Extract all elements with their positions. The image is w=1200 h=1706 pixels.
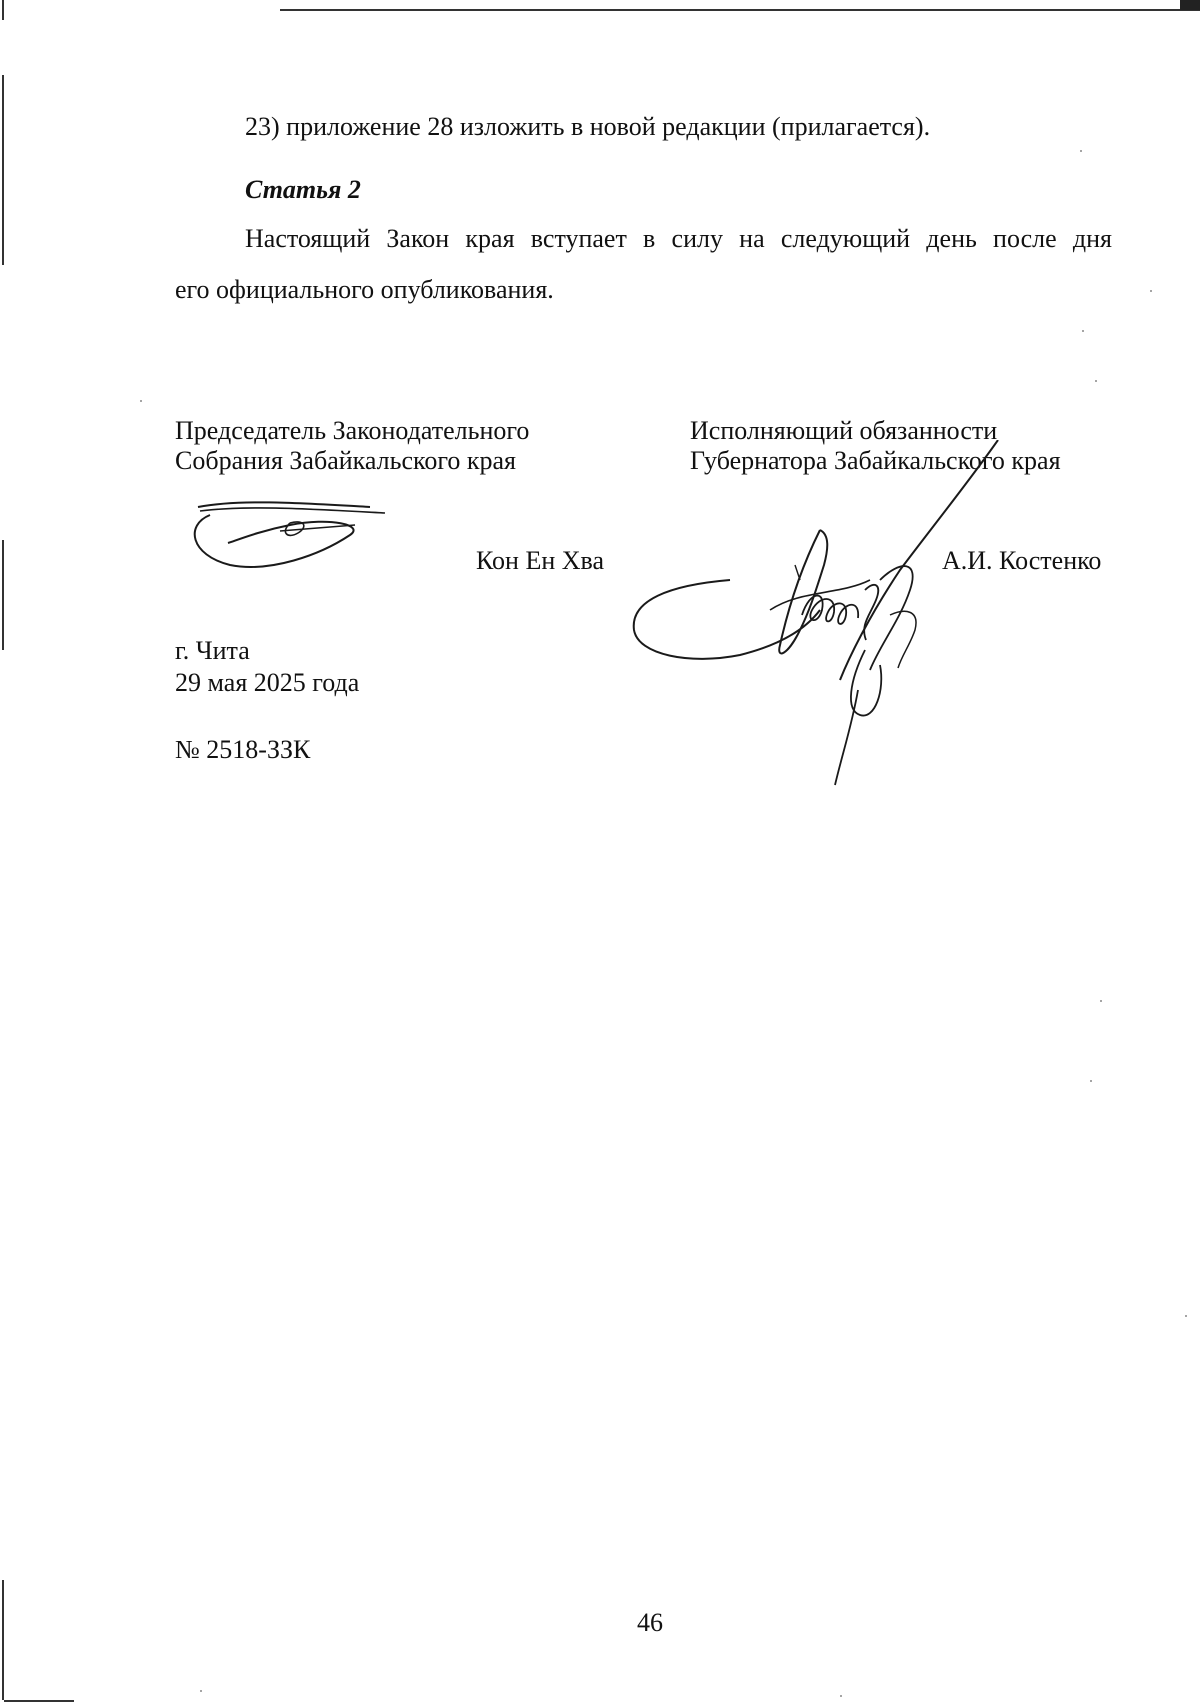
scan-speck (1090, 1080, 1092, 1082)
right-signatory-name: А.И. Костенко (942, 546, 1102, 575)
left-signatory-name: Кон Ен Хва (476, 546, 605, 575)
right-signatory-title-1: Исполняющий обязанности (690, 416, 998, 445)
date: 29 мая 2025 года (175, 668, 360, 697)
scan-speck (1185, 1315, 1187, 1317)
scan-edge-left (2, 1580, 4, 1700)
scan-edge-left (2, 540, 4, 650)
signature-left-image (180, 495, 400, 585)
scan-speck (1150, 290, 1152, 292)
scan-edge-left (2, 0, 4, 20)
scan-speck (1080, 150, 1082, 152)
scan-speck (1095, 380, 1097, 382)
scan-speck (200, 1690, 202, 1692)
article-heading: Статья 2 (245, 175, 361, 204)
article-text-line2: его официального опубликования. (175, 275, 554, 304)
scan-edge-left (2, 75, 4, 265)
city: г. Чита (175, 636, 250, 665)
item-23: 23) приложение 28 изложить в новой редакции (прилагается). (245, 112, 931, 141)
scan-speck (840, 1695, 842, 1697)
right-signatory-title-2: Губернатора Забайкальского края (690, 446, 1061, 475)
article-text-line1: Настоящий Закон края вступает в силу на следующий день после дня (245, 224, 1112, 253)
scan-speck (140, 400, 142, 402)
signature-right-image (630, 440, 1000, 790)
scan-edge-bottom (4, 1700, 74, 1702)
left-signatory-title-2: Собрания Забайкальского края (175, 446, 516, 475)
law-number: № 2518-ЗЗК (175, 735, 311, 764)
scan-edge-corner (1180, 0, 1200, 10)
scan-speck (1100, 1000, 1102, 1002)
scan-edge-top (280, 9, 1200, 11)
scan-speck (1082, 330, 1084, 332)
page-number: 46 (637, 1608, 663, 1637)
left-signatory-title-1: Председатель Законодательного (175, 416, 530, 445)
